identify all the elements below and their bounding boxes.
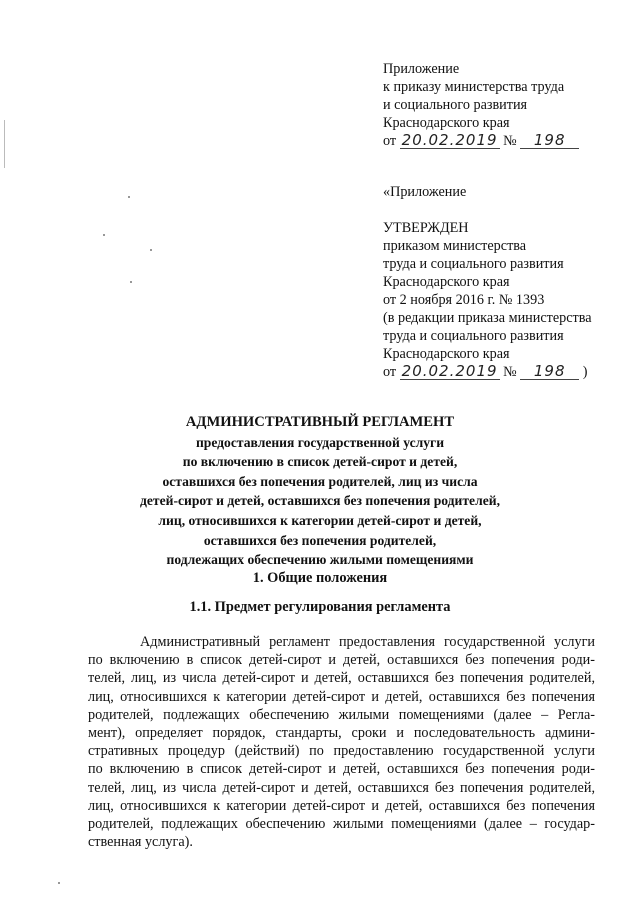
approval-line: Краснодарского края xyxy=(383,274,510,290)
paragraph-line: Административный регламент предоставления государственной услуги xyxy=(140,634,595,650)
body-paragraph xyxy=(88,633,595,851)
scan-speck xyxy=(150,249,152,251)
paragraph-line: телей, лиц, из числа детей-сирот и детей, оставшихся без попечения родителей, xyxy=(88,670,595,687)
approval-line: от 2 ноября 2016 г. № 1393 xyxy=(383,292,545,308)
number-sign: № xyxy=(503,133,517,149)
section-heading: 1. Общие положения xyxy=(252,570,388,586)
paragraph-line: стративных процедур (действий) по предоставлению государственной услуги xyxy=(88,743,595,760)
attachment-line: Краснодарского края xyxy=(383,115,510,131)
paragraph-line: лиц, относившихся к категории детей-сирот и детей, оставшихся без попечения xyxy=(88,797,595,814)
date-prefix: от xyxy=(383,133,397,149)
date-prefix: от xyxy=(383,364,397,380)
handwritten-number: 198 xyxy=(520,133,579,149)
paragraph-line: мент), определяет порядок, стандарты, сроки и последовательность админи- xyxy=(88,725,595,742)
attachment-line: и социального развития xyxy=(383,97,528,113)
paragraph-line: родителей, подлежащих обеспечению жилыми помещениями (далее – Регла- xyxy=(88,706,595,723)
title-line: оставшихся без попечения родителей, xyxy=(203,532,437,548)
paragraph-line: лиц, относившихся к категории детей-сирот и детей, оставшихся без попечения xyxy=(88,688,595,705)
scan-speck xyxy=(130,281,132,283)
title-line: детей-сирот и детей, оставшихся без попечения родителей, xyxy=(140,493,500,509)
approval-line: труда и социального развития xyxy=(383,256,564,272)
approval-line: труда и социального развития xyxy=(383,328,564,344)
approval-line: «Приложение xyxy=(383,184,467,200)
scan-speck xyxy=(128,196,130,198)
attachment-header xyxy=(383,60,623,150)
closing-bracket: ) xyxy=(582,364,588,380)
paragraph-line: по включению в список детей-сирот и детей, оставшихся без попечения роди- xyxy=(88,652,595,669)
scan-speck xyxy=(103,234,105,236)
number-sign: № xyxy=(503,364,517,380)
attachment-line: к приказу министерства труда xyxy=(383,79,565,95)
title-line: АДМИНИСТРАТИВНЫЙ РЕГЛАМЕНТ xyxy=(185,414,455,430)
title-line: оставшихся без попечения родителей, лиц из числа xyxy=(162,473,478,489)
subsection-heading: 1.1. Предмет регулирования регламента xyxy=(189,599,451,615)
attachment-date-line xyxy=(383,132,623,150)
paragraph-line: по включению в список детей-сирот и детей, оставшихся без попечения роди- xyxy=(88,761,595,778)
attachment-line: Приложение xyxy=(383,61,460,77)
title-line: предоставления государственной услуги xyxy=(195,434,445,450)
title-line: подлежащих обеспечению жилыми помещениями xyxy=(166,552,474,568)
handwritten-number: 198 xyxy=(520,364,579,380)
scan-edge-mark xyxy=(4,120,5,168)
approval-line: Краснодарского края xyxy=(383,346,510,362)
paragraph-line: телей, лиц, из числа детей-сирот и детей, оставшихся без попечения родителей, xyxy=(88,779,595,796)
paragraph-line: родителей, подлежащих обеспечению жилыми помещениями (далее – государ- xyxy=(88,816,595,833)
paragraph-line: ственная услуга). xyxy=(88,834,193,851)
approval-line: приказом министерства xyxy=(383,238,527,254)
handwritten-date: 20.02.2019 xyxy=(401,362,498,380)
approval-date-line xyxy=(383,363,623,381)
document-title xyxy=(80,413,560,570)
handwritten-date: 20.02.2019 xyxy=(401,131,498,149)
title-line: лиц, относившихся к категории детей-сирот и детей, xyxy=(158,512,482,528)
approval-block xyxy=(383,183,623,381)
title-line: по включению в список детей-сирот и детей, xyxy=(182,454,458,470)
approval-line: (в редакции приказа министерства xyxy=(383,310,592,326)
scan-speck xyxy=(58,882,60,884)
approval-line: УТВЕРЖДЕН xyxy=(383,220,469,236)
